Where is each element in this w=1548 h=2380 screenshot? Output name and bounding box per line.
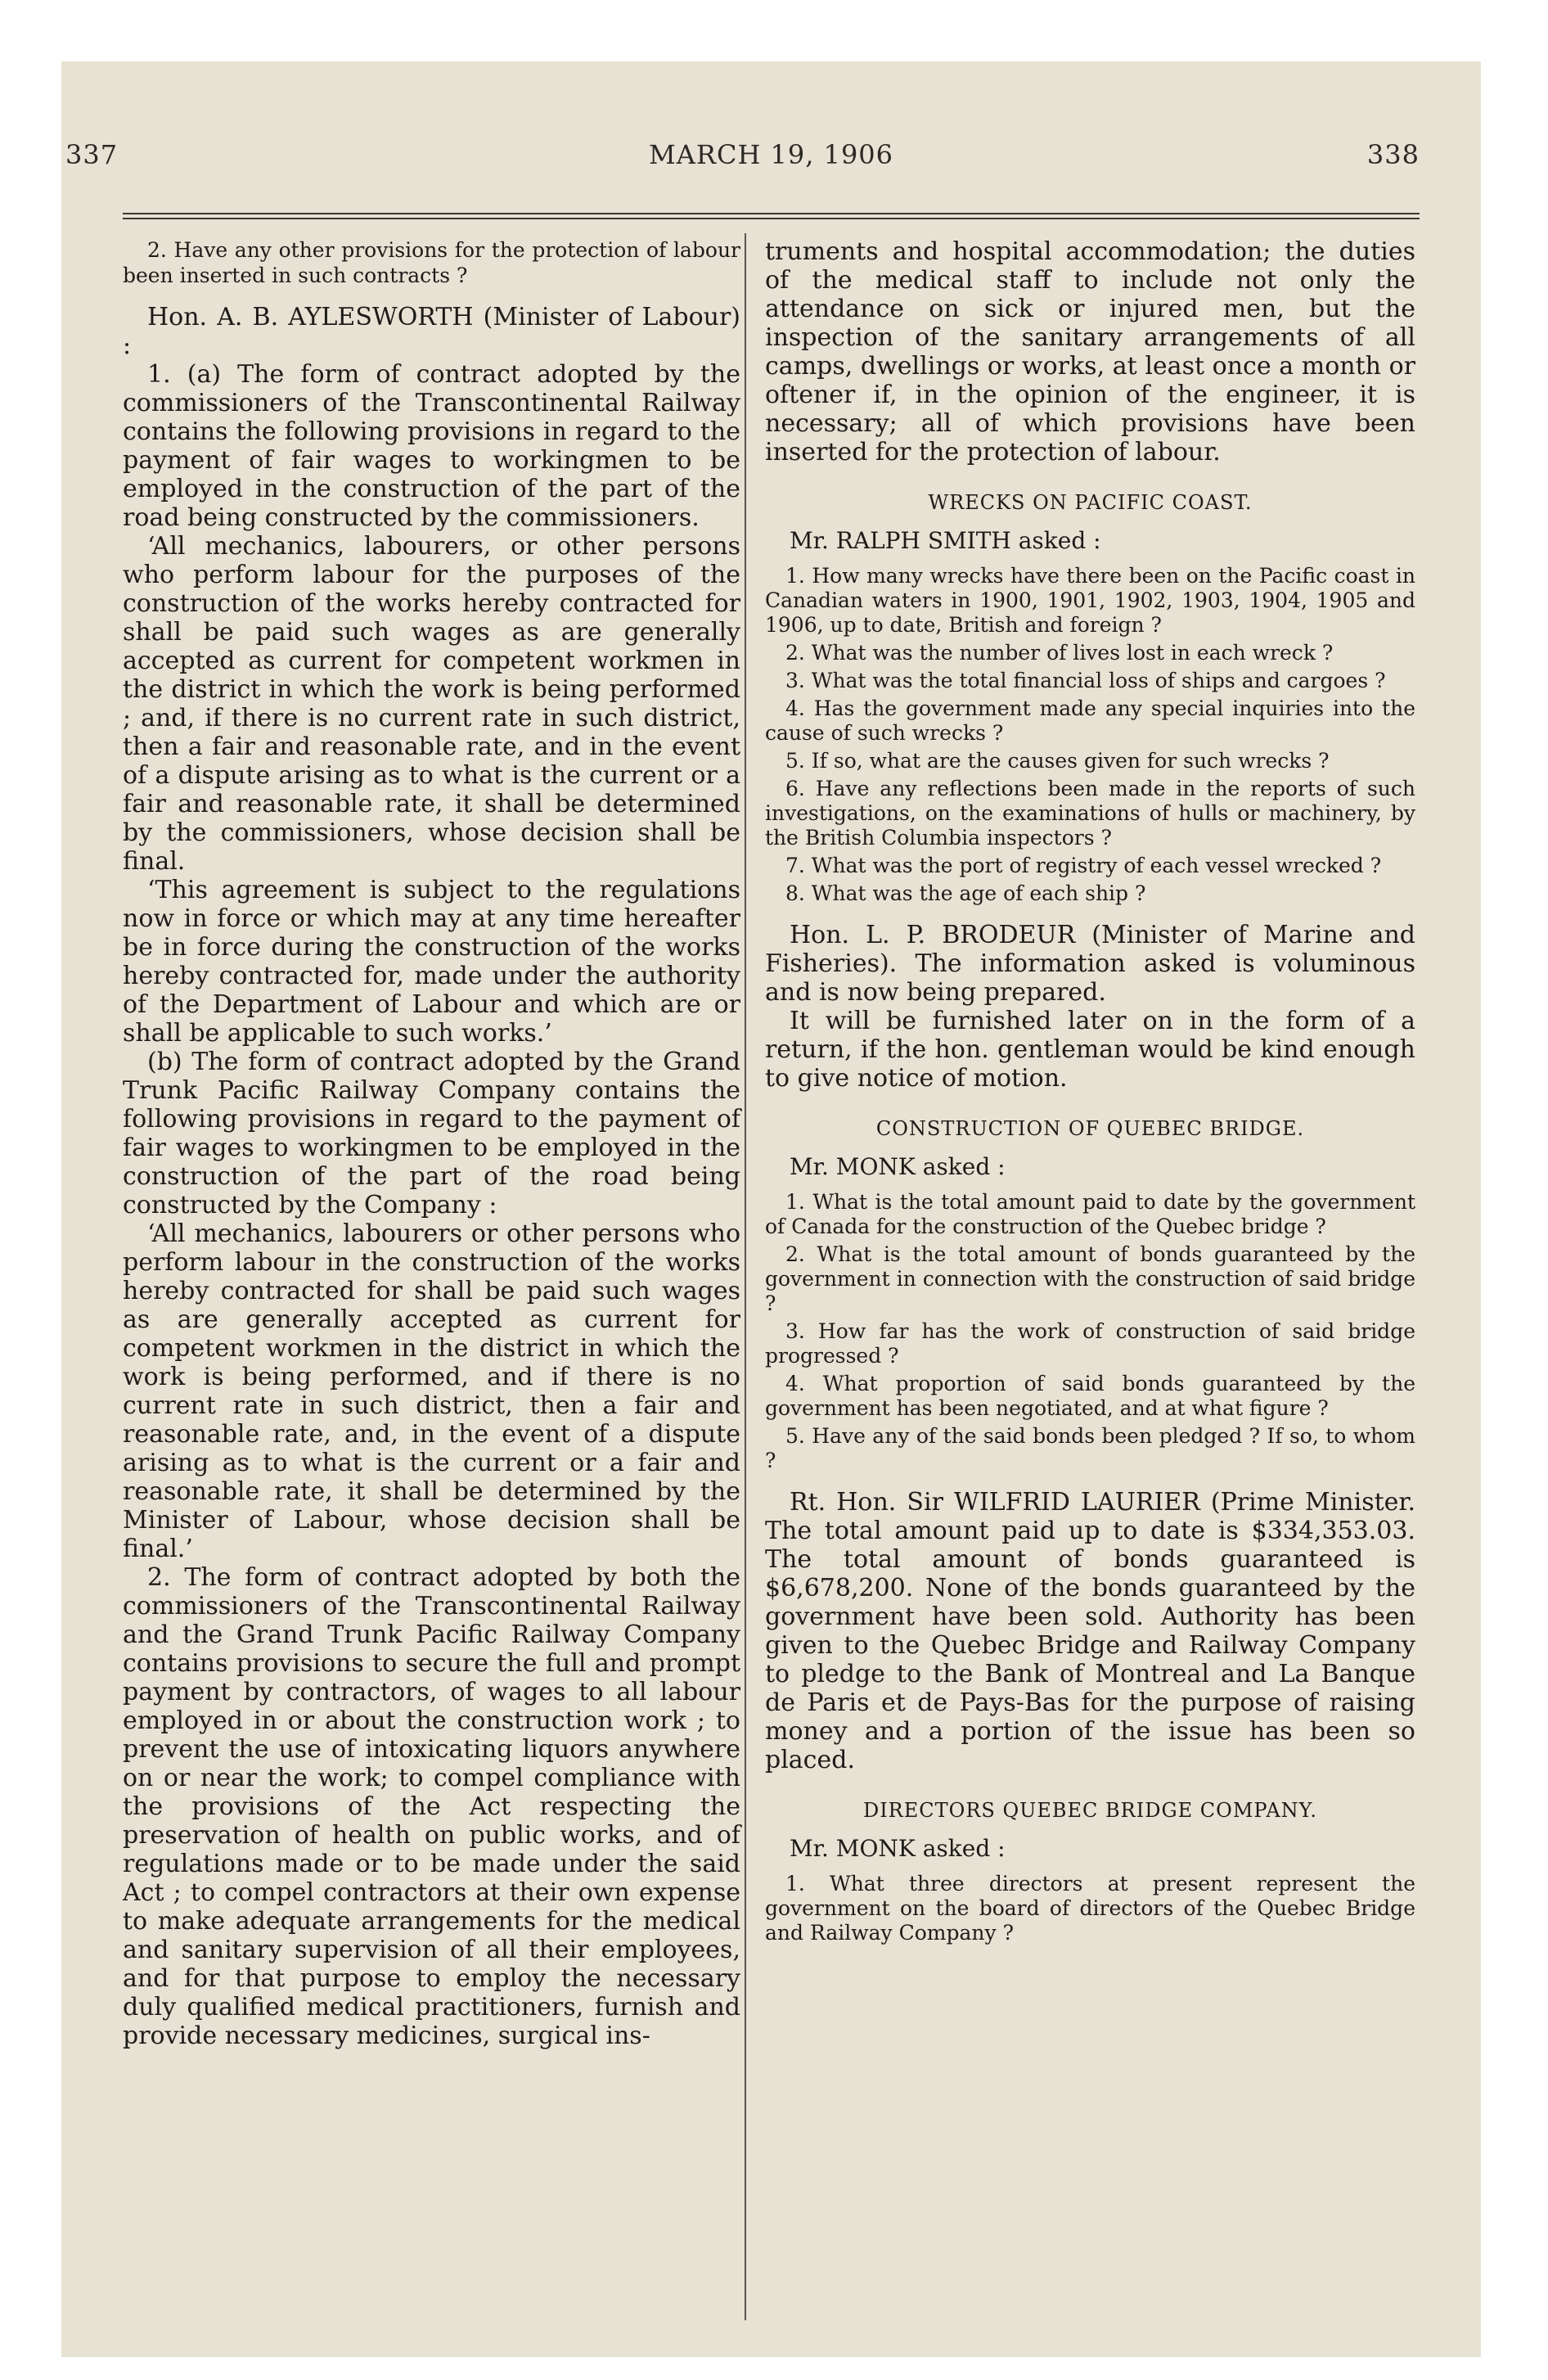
- question-item: 2. What is the total amount of bonds guaranteed by the government in connection with the construction of said bridge ?: [765, 1242, 1415, 1315]
- speaker-aylesworth: Hon. A. B. AYLESWORTH (Minister of Labour) :: [123, 303, 740, 360]
- question-item: 2. What was the number of lives lost in each wreck ?: [785, 641, 1334, 665]
- question-item: 1. What is the total amount paid to date by the government of Canada for the construction of the Quebec bridge ?: [765, 1190, 1415, 1238]
- column-divider: [745, 233, 746, 2320]
- answer-brodeur-continued: It will be furnished later on in the form of a return, if the hon. gentleman would be kind enough to give notice of motion.: [765, 1007, 1415, 1093]
- page-number-left: 337: [65, 139, 119, 170]
- question-2: 2. Have any other provisions for the protection of labour been inserted in such contracts ?: [123, 238, 740, 287]
- asked-line: Mr. MONK asked :: [790, 1835, 1006, 1862]
- left-column: [123, 237, 740, 2050]
- continued-paragraph: truments and hospital accommodation; the duties of the medical staff to include not only the attendance on sick or injured men, but the inspection of the sanitary arrangements of all camps, dwellings or works, at least once a month or oftener if, in the opinion of the engineer, it is necessary; all of which provisions have been inserted for the protection of labour.: [765, 237, 1415, 467]
- answer-paragraph: ‘This agreement is subject to the regulations now in force or which may at any time hereafter be in force during the construction of the works hereby contracted for, made under the authority of the Department of Labour and which are or shall be applicable to such works.’: [123, 876, 740, 1048]
- question-item: 3. What was the total financial loss of ships and cargoes ?: [785, 669, 1386, 692]
- question-list-wrecks: [765, 564, 1415, 906]
- scanned-page: [61, 61, 1481, 2357]
- question-item: 4. What proportion of said bonds guaranteed by the government has been negotiated, and at what figure ?: [765, 1372, 1415, 1420]
- question-item: 7. What was the port of registry of each vessel wrecked ?: [785, 854, 1382, 877]
- section-heading-wrecks: WRECKS ON PACIFIC COAST.: [928, 491, 1253, 514]
- page-header: [61, 139, 1481, 188]
- answer-laurier: Rt. Hon. Sir WILFRID LAURIER (Prime Minister. The total amount paid up to date is $334,353.03. The total amount of bonds guaranteed is $6,678,200. None of the bonds guaranteed by the government have been sold. Authority has been given to the Quebec Bridge and Railway Company to pledge to the Bank of Montreal and La Banque de Paris et de Pays-Bas for the purpose of raising money and a portion of the issue has been so placed.: [765, 1488, 1415, 1774]
- answer-paragraph: 1. (a) The form of contract adopted by the commissioners of the Transcontinental Railway contains the following provisions in regard to the payment of fair wages to workingmen to be employed in the construction of the part of the road being constructed by the commissioners.: [123, 360, 740, 532]
- question-item: 5. If so, what are the causes given for such wrecks ?: [785, 749, 1330, 773]
- asked-line: Mr. MONK asked :: [790, 1153, 1006, 1180]
- answer-paragraph: (b) The form of contract adopted by the Grand Trunk Pacific Railway Company contains the following provisions in regard to the payment of fair wages to workingmen to be employed in the construction of the part of the road being constructed by the Company :: [123, 1048, 740, 1219]
- answer-paragraph: 2. The form of contract adopted by both the commissioners of the Transcontinental Railway and the Grand Trunk Pacific Railway Company contains provisions to secure the full and prompt payment by contractors, of wages to all labour employed in or about the construction work ; to prevent the use of intoxicating liquors anywhere on or near the work; to compel compliance with the provisions of the Act respecting the preservation of health on public works, and of regulations made or to be made under the said Act ; to compel contractors at their own expense to make adequate arrangements for the medical and sanitary supervision of all their employees, and for that purpose to employ the necessary duly qualified medical practitioners, furnish and provide necessary medicines, surgical ins-: [123, 1563, 740, 2050]
- question-item: 6. Have any reflections been made in the reports of such investigations, on the examinations of hulls or machinery, by the British Columbia inspectors ?: [765, 777, 1415, 850]
- header-rule: [123, 213, 1420, 214]
- answer-paragraph: ‘All mechanics, labourers, or other persons who perform labour for the purposes of the construction of the works hereby contracted for shall be paid such wages as are generally accepted as current for competent workmen in the district in which the work is being performed ; and, if there is no current rate in such district, then a fair and reasonable rate, and in the event of a dispute arising as to what is the current or a fair and reasonable rate, it shall be determined by the commissioners, whose decision shall be final.: [123, 532, 740, 876]
- question-item: 8. What was the age of each ship ?: [785, 881, 1146, 905]
- question-list-directors: [765, 1872, 1415, 1945]
- header-title: MARCH 19, 1906: [648, 139, 894, 170]
- asked-line: Mr. RALPH SMITH asked :: [790, 527, 1101, 554]
- right-column: [765, 237, 1415, 1945]
- header-rule: [123, 218, 1420, 219]
- question-list-bridge: [765, 1190, 1415, 1473]
- question-item: 3. How far has the work of construction of said bridge progressed ?: [765, 1319, 1415, 1368]
- section-heading-directors: DIRECTORS QUEBEC BRIDGE COMPANY.: [862, 1799, 1318, 1822]
- question-item: 4. Has the government made any special inquiries into the cause of such wrecks ?: [765, 696, 1415, 745]
- answer-brodeur: Hon. L. P. BRODEUR (Minister of Marine and Fisheries). The information asked is voluminous and is now being prepared.: [765, 921, 1415, 1007]
- question-item: 5. Have any of the said bonds been pledged ? If so, to whom ?: [765, 1424, 1415, 1472]
- answer-paragraph: ‘All mechanics, labourers or other persons who perform labour in the construction of the works hereby contracted for shall be paid such wages as are generally accepted as current for competent workmen in the district in which the work is being performed, and if there is no current rate in such district, then a fair and reasonable rate, and, in the event of a dispute arising as to what is the current or a fair and reasonable rate, it shall be determined by the Minister of Labour, whose decision shall be final.’: [123, 1219, 740, 1563]
- section-heading-quebec-bridge: CONSTRUCTION OF QUEBEC BRIDGE.: [875, 1117, 1305, 1140]
- page-number-right: 338: [1366, 139, 1420, 170]
- question-item: 1. How many wrecks have there been on the Pacific coast in Canadian waters in 1900, 1901, 1902, 1903, 1904, 1905 and 1906, up to date, British and foreign ?: [765, 564, 1415, 637]
- question-item: 1. What three directors at present represent the government on the board of directors of the Quebec Bridge and Railway Company ?: [765, 1872, 1415, 1945]
